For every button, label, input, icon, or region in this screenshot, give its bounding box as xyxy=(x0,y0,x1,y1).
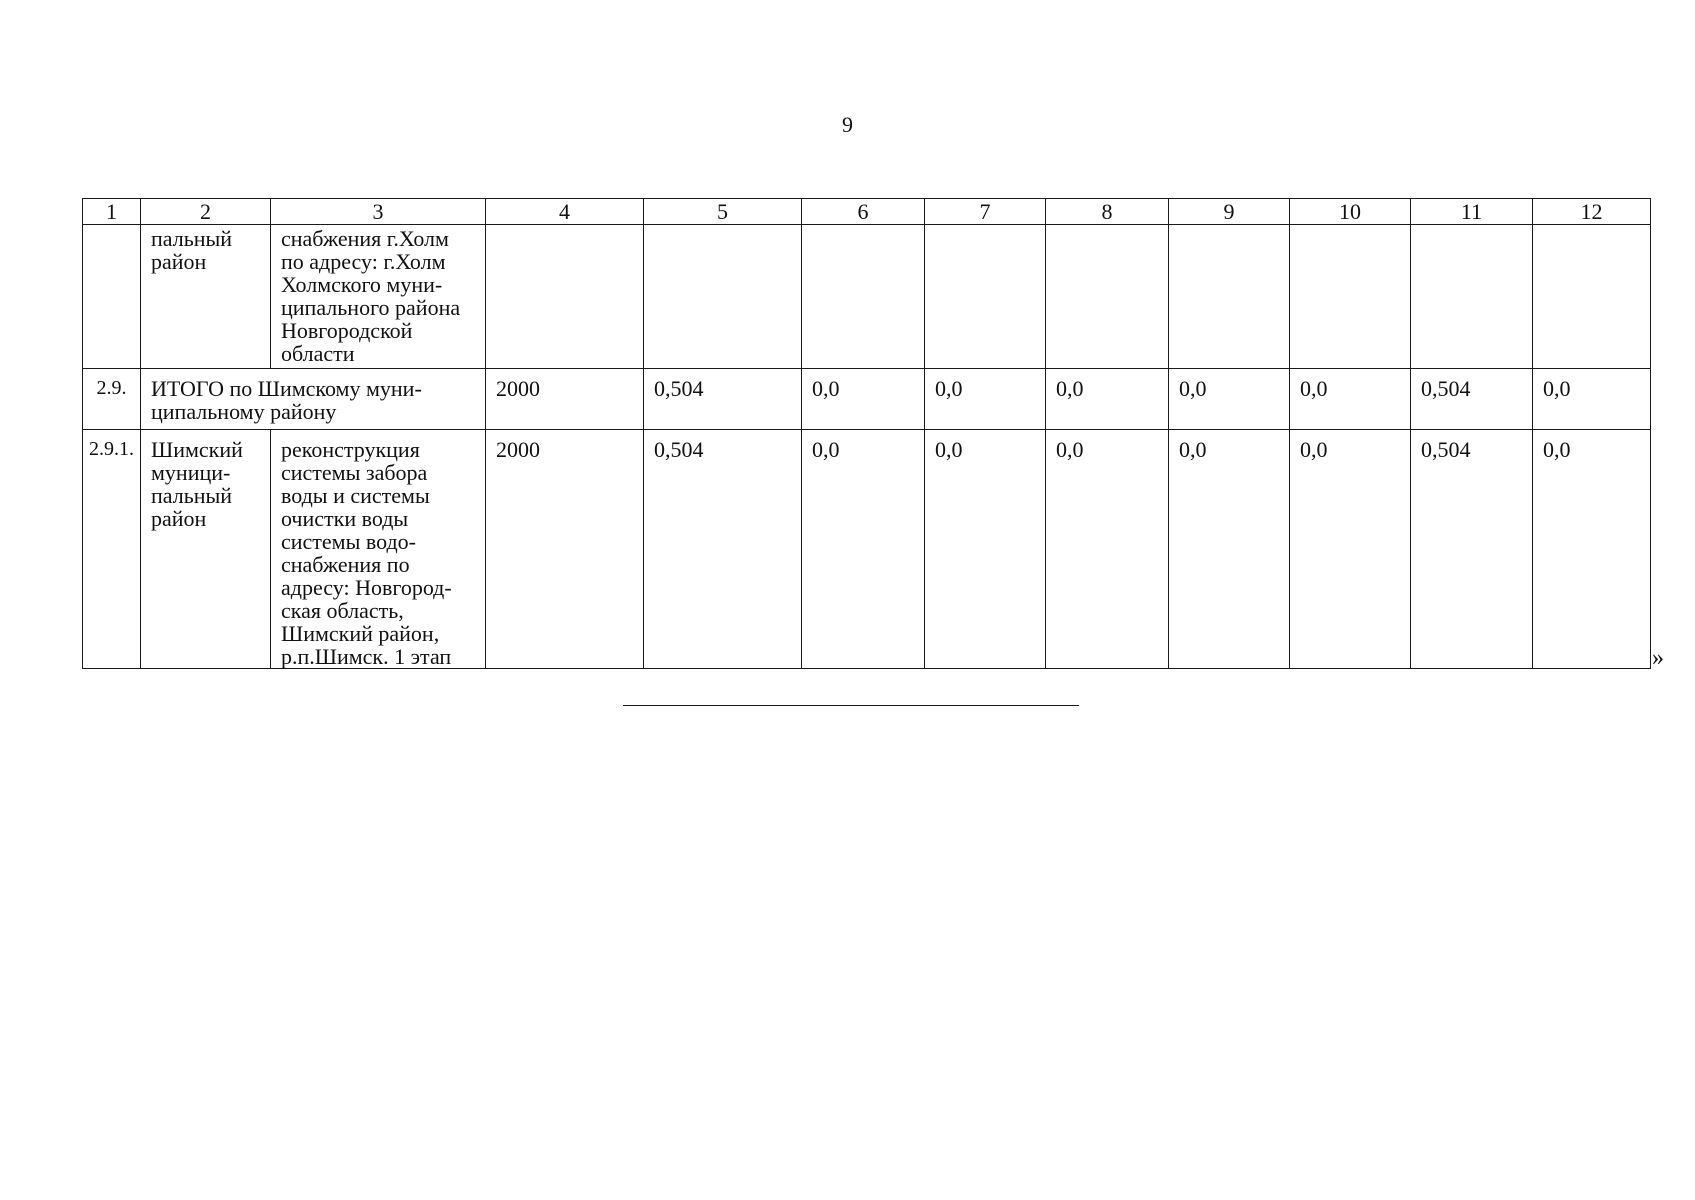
value-cell: 2000 xyxy=(486,430,644,669)
column-header: 11 xyxy=(1411,199,1533,225)
column-header: 12 xyxy=(1533,199,1651,225)
value-cell: 0,0 xyxy=(802,430,925,669)
table-row xyxy=(83,225,1651,369)
value-cell: 0,504 xyxy=(644,369,802,430)
row-number-cell: 2.9.1. xyxy=(83,430,141,669)
column-header: 4 xyxy=(486,199,644,225)
value-cell: 0,0 xyxy=(1169,369,1290,430)
column-header: 10 xyxy=(1290,199,1411,225)
value-cell: 0,0 xyxy=(1533,369,1651,430)
column-header: 9 xyxy=(1169,199,1290,225)
column-header: 5 xyxy=(644,199,802,225)
value-cell: 0,0 xyxy=(925,430,1046,669)
column-header: 8 xyxy=(1046,199,1169,225)
page-number: 9 xyxy=(842,112,853,137)
value-cell: 0,0 xyxy=(1046,430,1169,669)
value-cell xyxy=(486,225,644,369)
column-number-row xyxy=(83,199,1651,225)
value-cell: 0,0 xyxy=(1533,430,1651,669)
municipality-cell: Шимский муници- пальный район xyxy=(141,430,271,669)
value-cell xyxy=(1169,225,1290,369)
table-row xyxy=(83,430,1651,669)
object-description-cell: снабжения г.Холм по адресу: г.Холм Холмского муни- ципального района Новгородской области xyxy=(271,225,486,369)
value-cell xyxy=(1290,225,1411,369)
value-cell: 0,504 xyxy=(644,430,802,669)
data-table xyxy=(82,198,1651,669)
municipality-cell: пальный район xyxy=(141,225,271,369)
value-cell xyxy=(1533,225,1651,369)
value-cell: 0,504 xyxy=(1411,430,1533,669)
column-header: 6 xyxy=(802,199,925,225)
value-cell xyxy=(802,225,925,369)
row-number-cell xyxy=(83,225,141,369)
value-cell: 0,0 xyxy=(1046,369,1169,430)
column-header: 2 xyxy=(141,199,271,225)
value-cell xyxy=(925,225,1046,369)
closing-quote: » xyxy=(1652,645,1664,671)
value-cell: 0,0 xyxy=(925,369,1046,430)
value-cell: 0,0 xyxy=(802,369,925,430)
value-cell: 0,0 xyxy=(1169,430,1290,669)
table-row xyxy=(83,369,1651,430)
value-cell: 0,504 xyxy=(1411,369,1533,430)
value-cell xyxy=(644,225,802,369)
value-cell xyxy=(1411,225,1533,369)
object-description-cell: реконструкция системы забора воды и системы очистки воды системы водо- снабжения по адресу: Новгород- ская область, Шимский район, р.п.Шимск. 1 этап xyxy=(271,430,486,669)
column-header: 3 xyxy=(271,199,486,225)
column-header: 1 xyxy=(83,199,141,225)
value-cell: 0,0 xyxy=(1290,369,1411,430)
total-label-cell: ИТОГО по Шимскому муни- ципальному району xyxy=(141,369,486,430)
value-cell: 0,0 xyxy=(1290,430,1411,669)
value-cell xyxy=(1046,225,1169,369)
value-cell: 2000 xyxy=(486,369,644,430)
divider-line xyxy=(623,705,1079,706)
column-header: 7 xyxy=(925,199,1046,225)
row-number-cell: 2.9. xyxy=(83,369,141,430)
